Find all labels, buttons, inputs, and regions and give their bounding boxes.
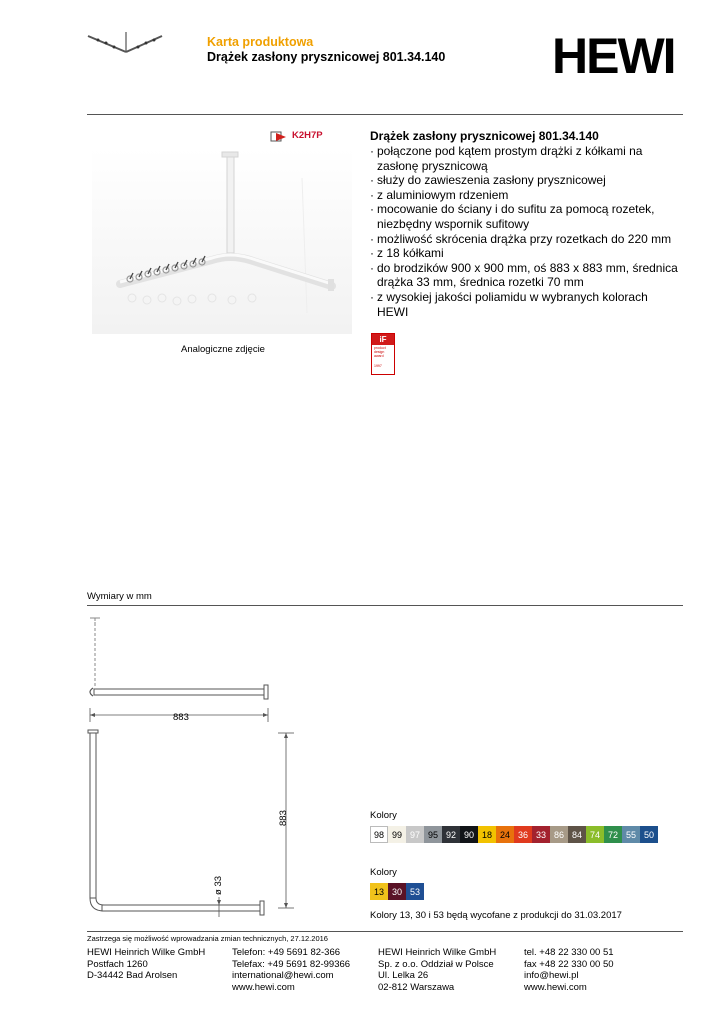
width-dimension-label: 883 — [173, 712, 189, 723]
photo-caption: Analogiczne zdjęcie — [181, 344, 265, 355]
color-swatch-13: 13 — [370, 883, 388, 900]
doc-title: Drążek zasłony prysznicowej 801.34.140 — [207, 50, 446, 64]
footer-contact-de: Telefon: +49 5691 82-366 Telefax: +49 5691 82-99366 international@hewi.com www.hewi.com — [232, 947, 351, 993]
color-swatch-74: 74 — [586, 826, 604, 843]
product-photo — [92, 148, 352, 334]
feature-item: · do brodzików 900 x 900 mm, oś 883 x 883 mm, średnica drążka 33 mm, średnica rozetki 70 mm — [370, 261, 680, 290]
colors-label-2: Kolory — [370, 867, 397, 878]
header-divider — [87, 114, 683, 115]
color-swatch-95: 95 — [424, 826, 442, 843]
product-thumbnail-icon — [86, 30, 166, 60]
design-award-badge — [371, 333, 395, 375]
height-dimension-label: 883 — [278, 810, 289, 826]
feature-item: · możliwość skrócenia drążka przy rozetkach do 220 mm — [370, 232, 680, 247]
feature-item: · połączone pod kątem prostym drążki z kółkami na zasłonę prysznicową — [370, 144, 680, 173]
product-code: K2H7P — [292, 130, 323, 141]
color-swatch-53: 53 — [406, 883, 424, 900]
color-swatches — [370, 826, 658, 843]
color-swatch-24: 24 — [496, 826, 514, 843]
color-swatch-84: 84 — [568, 826, 586, 843]
diameter-dimension-label: ø 33 — [213, 875, 224, 895]
footer-address-pl: HEWI Heinrich Wilke GmbH Sp. z o.o. Oddział w Polsce Ul. Lelka 26 02-812 Warszawa — [378, 947, 497, 993]
feature-item: · z wysokiej jakości poliamidu w wybranych kolorach HEWI — [370, 290, 680, 319]
dimension-drawing — [80, 612, 300, 917]
color-swatch-30: 30 — [388, 883, 406, 900]
disclaimer: Zastrzega się możliwość wprowadzania zmian technicznych, 27.12.2016 — [87, 934, 328, 943]
color-swatch-72: 72 — [604, 826, 622, 843]
color-swatch-90: 90 — [460, 826, 478, 843]
color-swatch-99: 99 — [388, 826, 406, 843]
footer-contact-pl: tel. +48 22 330 00 51 fax +48 22 330 00 50 info@hewi.pl www.hewi.com — [524, 947, 614, 993]
color-swatch-92: 92 — [442, 826, 460, 843]
color-swatch-33: 33 — [532, 826, 550, 843]
color-swatch-36: 36 — [514, 826, 532, 843]
color-swatch-97: 97 — [406, 826, 424, 843]
feature-item: · z 18 kółkami — [370, 246, 680, 261]
feature-list — [370, 144, 680, 319]
color-swatch-98: 98 — [370, 826, 388, 843]
color-swatch-50: 50 — [640, 826, 658, 843]
description-title: Drążek zasłony prysznicowej 801.34.140 — [370, 129, 599, 143]
footer-address-de: HEWI Heinrich Wilke GmbH Postfach 1260 D-34442 Bad Arolsen — [87, 947, 206, 981]
feature-item: · mocowanie do ściany i do sufitu za pomocą rozetek, niezbędny wspornik sufitowy — [370, 202, 680, 231]
hewi-logo: HEWI — [552, 28, 675, 84]
if-logo-icon: iF — [372, 334, 394, 345]
color-swatch-55: 55 — [622, 826, 640, 843]
dimensions-divider — [87, 605, 683, 606]
feature-item: · z aluminiowym rdzeniem — [370, 188, 680, 203]
code-arrow-icon — [270, 130, 288, 144]
colors-label: Kolory — [370, 810, 397, 821]
dimensions-label: Wymiary w mm — [87, 591, 152, 602]
color-swatch-18: 18 — [478, 826, 496, 843]
award-text: product design award 1997 — [374, 346, 386, 368]
discontinued-note: Kolory 13, 30 i 53 będą wycofane z produkcji do 31.03.2017 — [370, 910, 622, 921]
footer-divider — [87, 931, 683, 932]
color-swatches-discontinued — [370, 883, 424, 900]
doc-kicker: Karta produktowa — [207, 35, 314, 49]
color-swatch-86: 86 — [550, 826, 568, 843]
feature-item: · służy do zawieszenia zasłony prysznicowej — [370, 173, 680, 188]
